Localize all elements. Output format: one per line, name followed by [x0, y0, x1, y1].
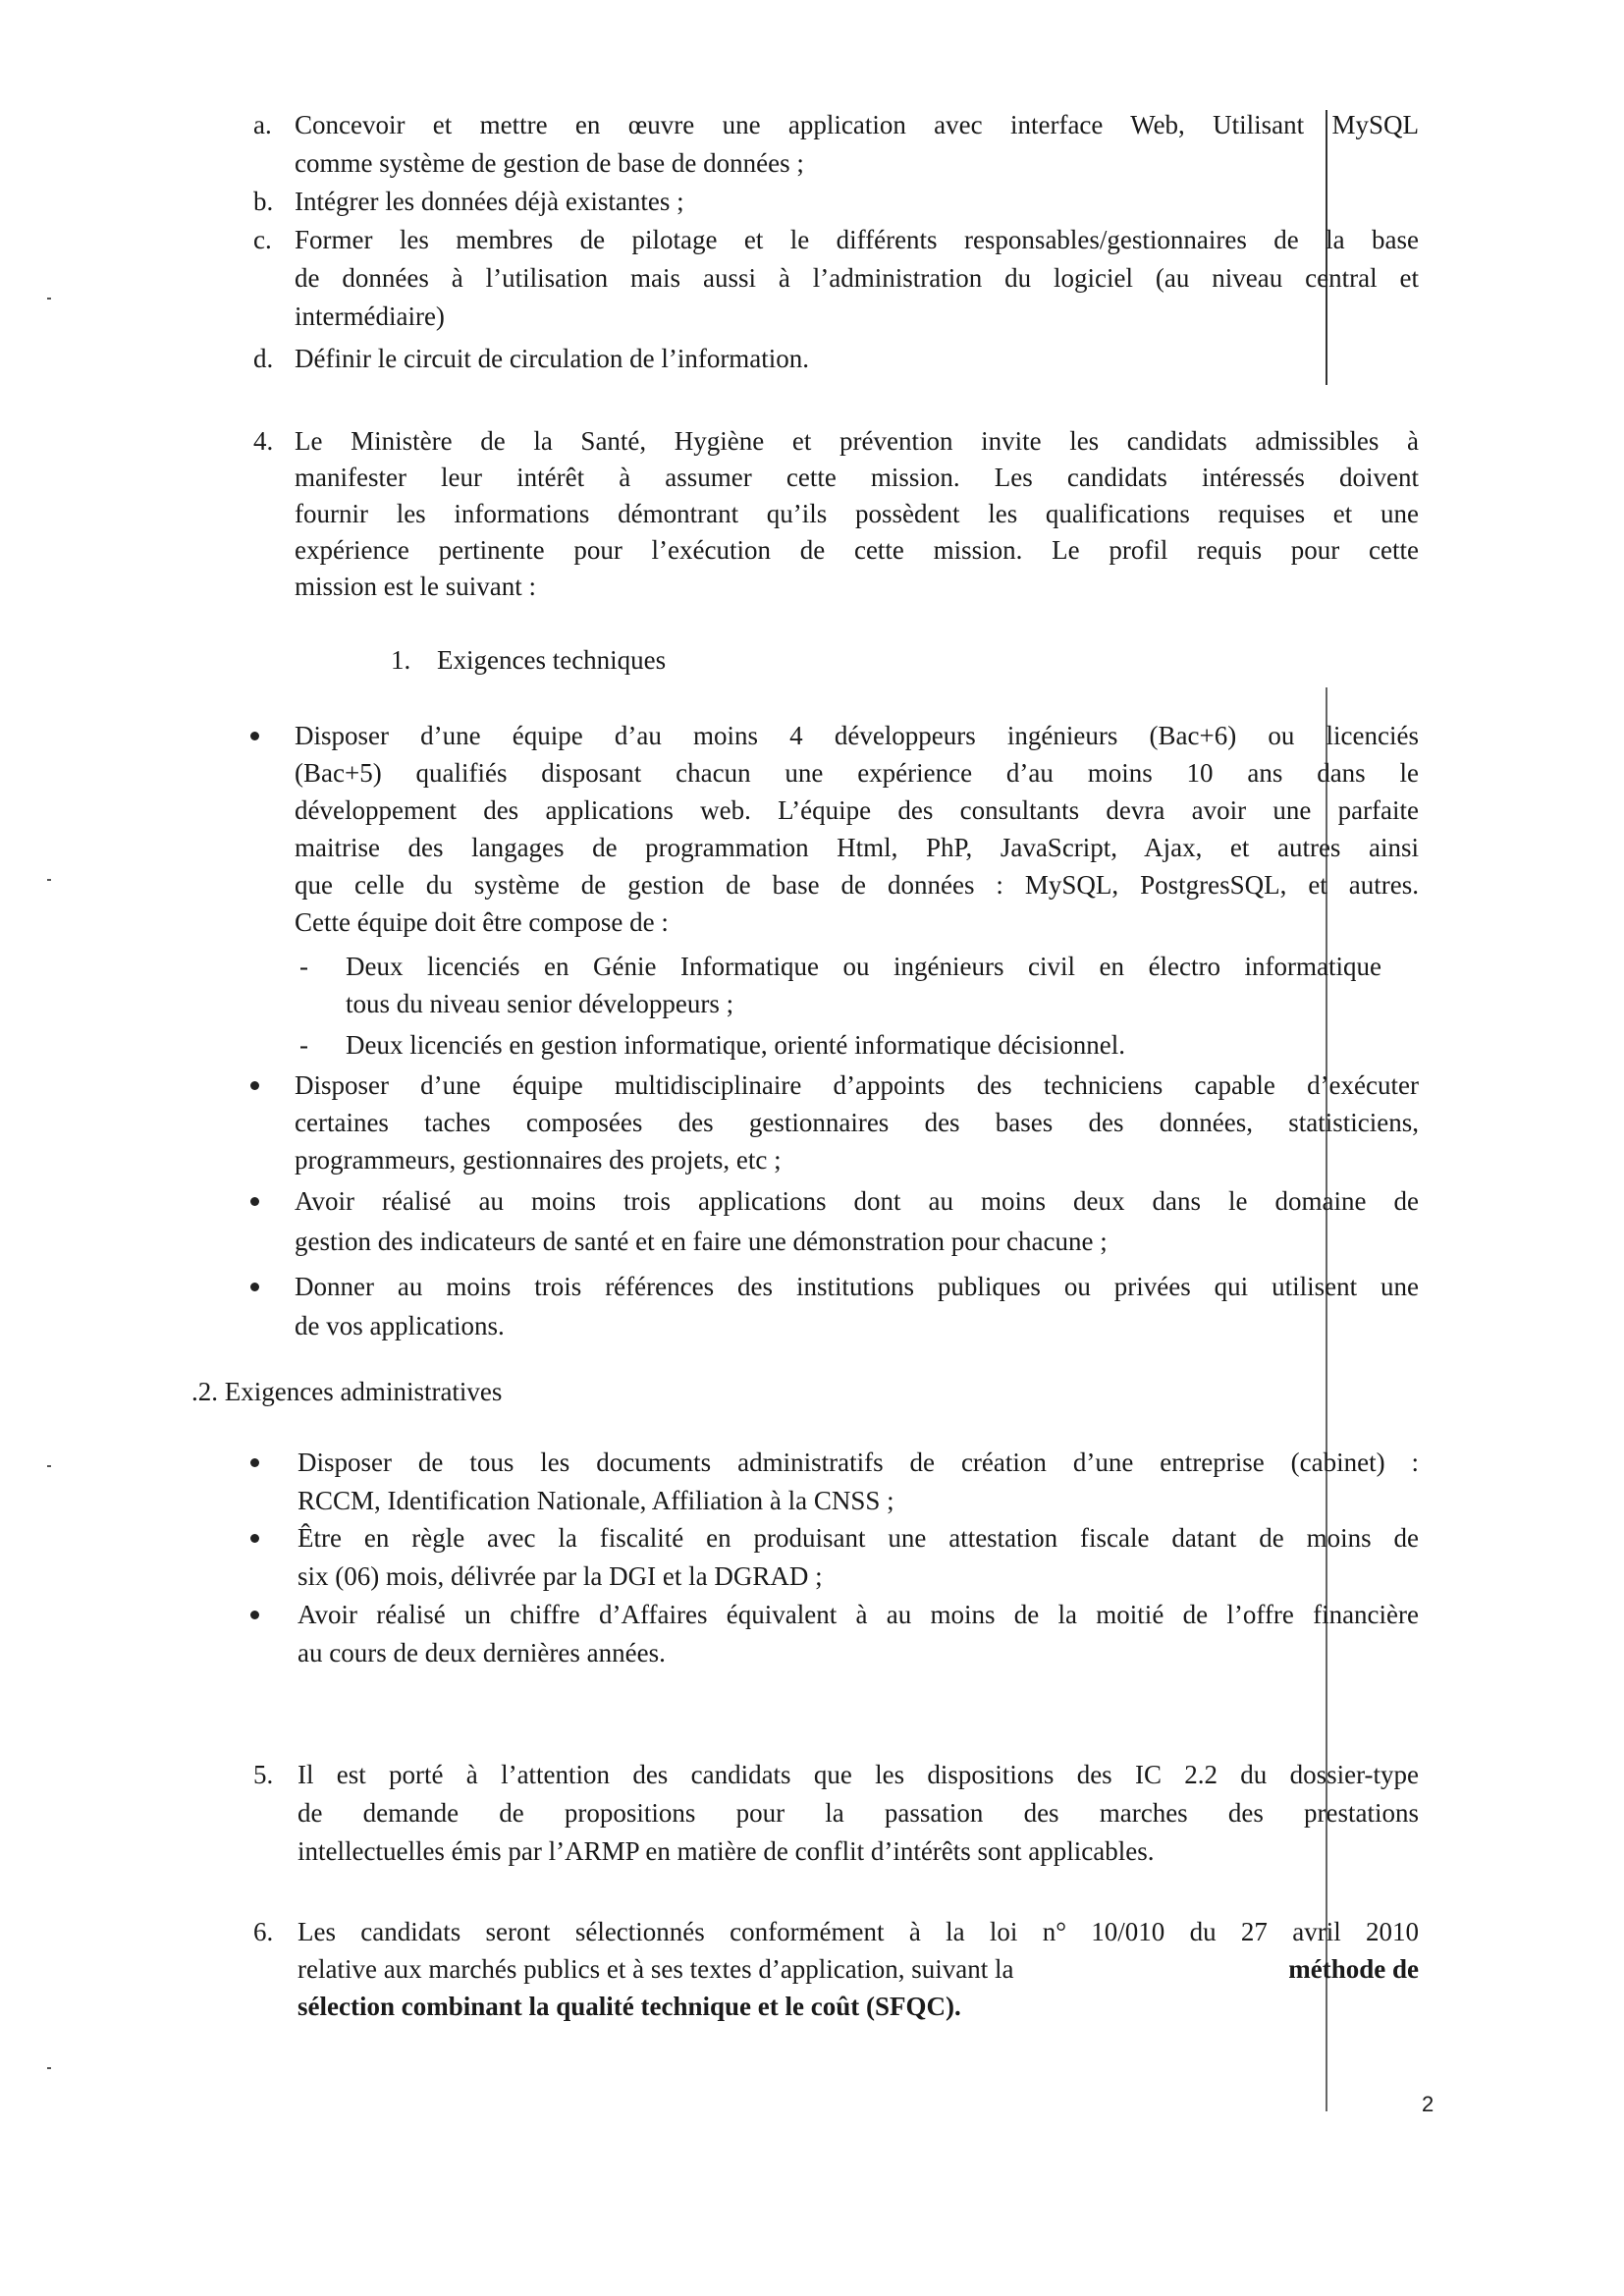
section-6-number: 6.: [253, 1917, 274, 1946]
bullet-icon: [250, 732, 259, 740]
tech-b3-line-1: Avoir réalisé au moins trois applications dont au moins deux dans le domaine de: [295, 1186, 1419, 1216]
admin-b3-line-1: Avoir réalisé un chiffre d’Affaires équivalent à au moins de la moitié de l’offre financière: [298, 1600, 1419, 1629]
bullet-icon: [250, 1458, 259, 1467]
dash-marker: -: [299, 952, 308, 981]
section-5-line-2: de demande de propositions pour la passation des marches des prestations: [298, 1798, 1419, 1828]
margin-speck: [47, 1465, 51, 1467]
section-4-line-5: mission est le suivant :: [295, 572, 536, 601]
tech-b3-line-2: gestion des indicateurs de santé et en faire une démonstration pour chacune ;: [295, 1227, 1108, 1256]
item-c-line-2: de données à l’utilisation mais aussi à l’administration du logiciel (au niveau central et: [295, 263, 1419, 293]
section-4-line-1: Le Ministère de la Santé, Hygiène et prévention invite les candidats admissibles à: [295, 426, 1419, 456]
page-number: 2: [1422, 2092, 1435, 2116]
margin-speck: [47, 879, 51, 881]
admin-b2-line-2: six (06) mois, délivrée par la DGI et la DGRAD ;: [298, 1561, 823, 1591]
section-4-number: 4.: [253, 426, 274, 456]
item-a-line-2: comme système de gestion de base de données ;: [295, 148, 804, 178]
section-6-method-bold: méthode de: [1288, 1954, 1419, 1984]
list-marker-a: a.: [253, 110, 272, 139]
list-marker-d: d.: [253, 344, 274, 373]
tech-b1-line-1: Disposer d’une équipe d’au moins 4 développeurs ingénieurs (Bac+6) ou licenciés: [295, 721, 1419, 750]
section-6-line-2-text: relative aux marchés publics et à ses textes d’application, suivant la: [298, 1954, 1014, 1984]
section-6-line-2: [298, 1952, 1419, 1986]
tech-b1-dash1-line-1: Deux licenciés en Génie Informatique ou ingénieurs civil en électro informatique: [346, 952, 1381, 981]
tech-b1-dash1-line-2: tous du niveau senior développeurs ;: [346, 989, 734, 1018]
section-5-line-1: Il est porté à l’attention des candidats que les dispositions des IC 2.2 du dossier-type: [298, 1760, 1419, 1789]
bullet-icon: [250, 1534, 259, 1543]
tech-b2-line-2: certaines taches composées des gestionnaires des bases des données, statisticiens,: [295, 1108, 1419, 1137]
admin-b2-line-1: Être en règle avec la fiscalité en produisant une attestation fiscale datant de moins de: [298, 1523, 1419, 1553]
margin-speck: [47, 2067, 51, 2069]
tech-b1-line-6: Cette équipe doit être compose de :: [295, 907, 669, 937]
tech-b1-dash2-line-1: Deux licenciés en gestion informatique, orienté informatique décisionnel.: [346, 1030, 1125, 1060]
list-marker-b: b.: [253, 187, 274, 216]
section-4-line-3: fournir les informations démontrant qu’ils possèdent les qualifications requises et une: [295, 499, 1419, 528]
tech-b4-line-1: Donner au moins trois références des institutions publiques ou privées qui utilisent une: [295, 1272, 1419, 1301]
margin-speck: [47, 298, 51, 300]
tech-b2-line-3: programmeurs, gestionnaires des projets, etc ;: [295, 1145, 782, 1175]
section-5-line-3: intellectuelles émis par l’ARMP en matière de conflit d’intérêts sont applicables.: [298, 1836, 1155, 1866]
item-b-line-1: Intégrer les données déjà existantes ;: [295, 187, 684, 216]
item-c-line-1: Former les membres de pilotage et le différents responsables/gestionnaires de la base: [295, 225, 1419, 254]
item-c-line-3: intermédiaire): [295, 301, 445, 331]
admin-heading: .2. Exigences administratives: [191, 1377, 503, 1406]
tech-heading: Exigences techniques: [437, 645, 667, 675]
list-marker-c: c.: [253, 225, 272, 254]
bullet-icon: [250, 1197, 259, 1206]
admin-b1-line-2: RCCM, Identification Nationale, Affiliation à la CNSS ;: [298, 1486, 894, 1515]
tech-b1-line-5: que celle du système de gestion de base de données : MySQL, PostgresSQL, et autres.: [295, 870, 1419, 900]
admin-b1-line-1: Disposer de tous les documents administratifs de création d’une entreprise (cabinet) :: [298, 1448, 1419, 1477]
item-a-line-1: Concevoir et mettre en œuvre une application avec interface Web, Utilisant MySQL: [295, 110, 1419, 139]
section-6-line-3-bold: sélection combinant la qualité technique et le coût (SFQC).: [298, 1992, 961, 2021]
tech-b1-line-4: maitrise des langages de programmation Html, PhP, JavaScript, Ajax, et autres ainsi: [295, 833, 1419, 862]
item-d-line-1: Définir le circuit de circulation de l’information.: [295, 344, 810, 373]
section-5-number: 5.: [253, 1760, 274, 1789]
section-6-line-1: Les candidats seront sélectionnés conformément à la loi n° 10/010 du 27 avril 2010: [298, 1917, 1419, 1946]
admin-b3-line-2: au cours de deux dernières années.: [298, 1638, 666, 1667]
bullet-icon: [250, 1283, 259, 1291]
tech-b1-line-3: développement des applications web. L’équipe des consultants devra avoir une parfaite: [295, 795, 1419, 825]
tech-b1-line-2: (Bac+5) qualifiés disposant chacun une expérience d’au moins 10 ans dans le: [295, 758, 1419, 788]
tech-b2-line-1: Disposer d’une équipe multidisciplinaire d’appoints des techniciens capable d’exécuter: [295, 1070, 1419, 1100]
section-4-line-2: manifester leur intérêt à assumer cette mission. Les candidats intéressés doivent: [295, 463, 1419, 492]
bullet-icon: [250, 1611, 259, 1619]
section-4-line-4: expérience pertinente pour l’exécution de cette mission. Le profil requis pour cette: [295, 535, 1419, 565]
bullet-icon: [250, 1081, 259, 1090]
tech-b4-line-2: de vos applications.: [295, 1311, 505, 1340]
dash-marker: -: [299, 1030, 308, 1060]
tech-heading-number: 1.: [391, 645, 411, 675]
